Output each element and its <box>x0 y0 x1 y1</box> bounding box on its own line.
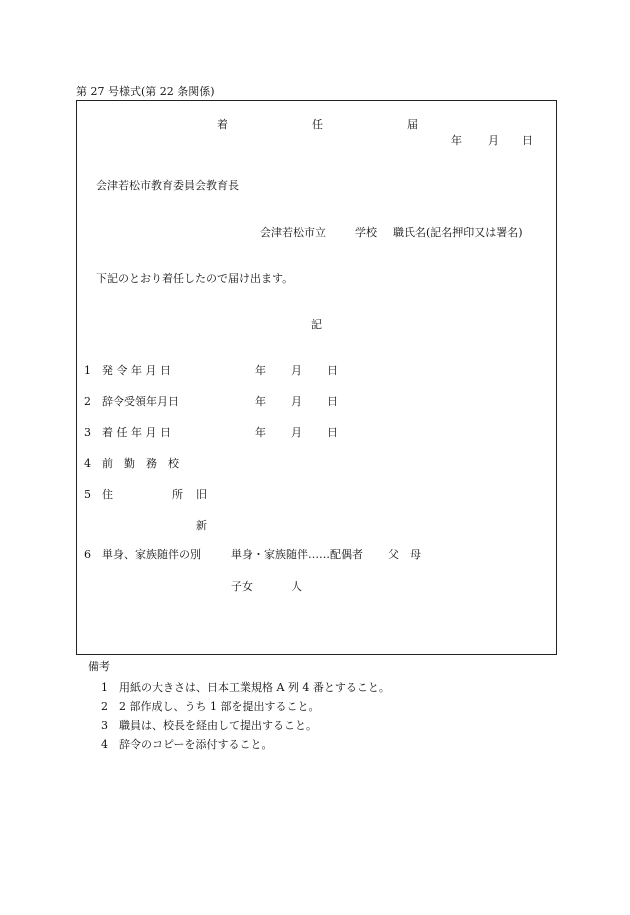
item-date-day: 日 <box>327 395 338 408</box>
note-text: 辞令のコピーを添付すること。 <box>119 738 273 751</box>
address-new-label: 新 <box>196 519 207 532</box>
intro-text: 下記のとおり着任したので届け出ます。 <box>96 272 294 285</box>
sender-name-field: 職氏名(記名押印又は署名) <box>393 226 523 239</box>
item-number: 4 <box>84 457 91 470</box>
item-label-address-b: 所 <box>172 488 183 501</box>
item-number: 5 <box>84 488 91 501</box>
note-text: 2 部作成し、うち 1 部を提出すること。 <box>119 700 320 713</box>
sender-city: 会津若松市立 <box>260 226 326 239</box>
item-number: 6 <box>84 548 91 561</box>
item-label-appointment-date: 発 令 年 月 日 <box>102 364 171 377</box>
ki-heading: 記 <box>311 318 322 331</box>
family-mother: 母 <box>410 548 421 561</box>
title-char-1: 着 <box>217 118 228 131</box>
sender-school: 学校 <box>355 226 377 239</box>
note-number: 4 <box>101 738 108 751</box>
address-old-label: 旧 <box>196 488 207 501</box>
family-children-count-unit: 人 <box>291 580 302 593</box>
item-date-month: 月 <box>291 364 302 377</box>
submission-date-year: 年 <box>451 134 462 147</box>
notes-heading: 備考 <box>88 660 110 673</box>
note-number: 2 <box>101 700 108 713</box>
note-text: 職員は、校長を経由して提出すること。 <box>119 719 317 732</box>
family-father: 父 <box>388 548 399 561</box>
item-date-year: 年 <box>255 395 266 408</box>
item-number: 2 <box>84 395 91 408</box>
item-date-month: 月 <box>291 426 302 439</box>
family-status-options: 単身・家族随伴……配偶者 <box>231 548 363 561</box>
submission-date-day: 日 <box>522 134 533 147</box>
item-label-family-status: 単身、家族随伴の別 <box>102 548 201 561</box>
item-date-year: 年 <box>255 426 266 439</box>
addressee: 会津若松市教育委員会教育長 <box>96 179 239 192</box>
item-label-previous-school: 前 勤 務 校 <box>102 457 179 470</box>
form-number-label: 第 27 号様式(第 22 条関係) <box>76 85 215 98</box>
item-label-arrival-date: 着 任 年 月 日 <box>102 426 171 439</box>
item-number: 3 <box>84 426 91 439</box>
item-date-day: 日 <box>327 364 338 377</box>
item-label-address-a: 住 <box>102 488 113 501</box>
family-children: 子女 <box>231 580 253 593</box>
submission-date-month: 月 <box>488 134 499 147</box>
item-date-year: 年 <box>255 364 266 377</box>
item-number: 1 <box>84 364 91 377</box>
item-label-receipt-date: 辞令受領年月日 <box>102 395 179 408</box>
note-text: 用紙の大きさは、日本工業規格 A 列 4 番とすること。 <box>119 681 390 694</box>
note-number: 1 <box>101 681 108 694</box>
title-char-2: 任 <box>312 118 323 131</box>
item-date-month: 月 <box>291 395 302 408</box>
note-number: 3 <box>101 719 108 732</box>
item-date-day: 日 <box>327 426 338 439</box>
title-char-3: 届 <box>407 118 418 131</box>
